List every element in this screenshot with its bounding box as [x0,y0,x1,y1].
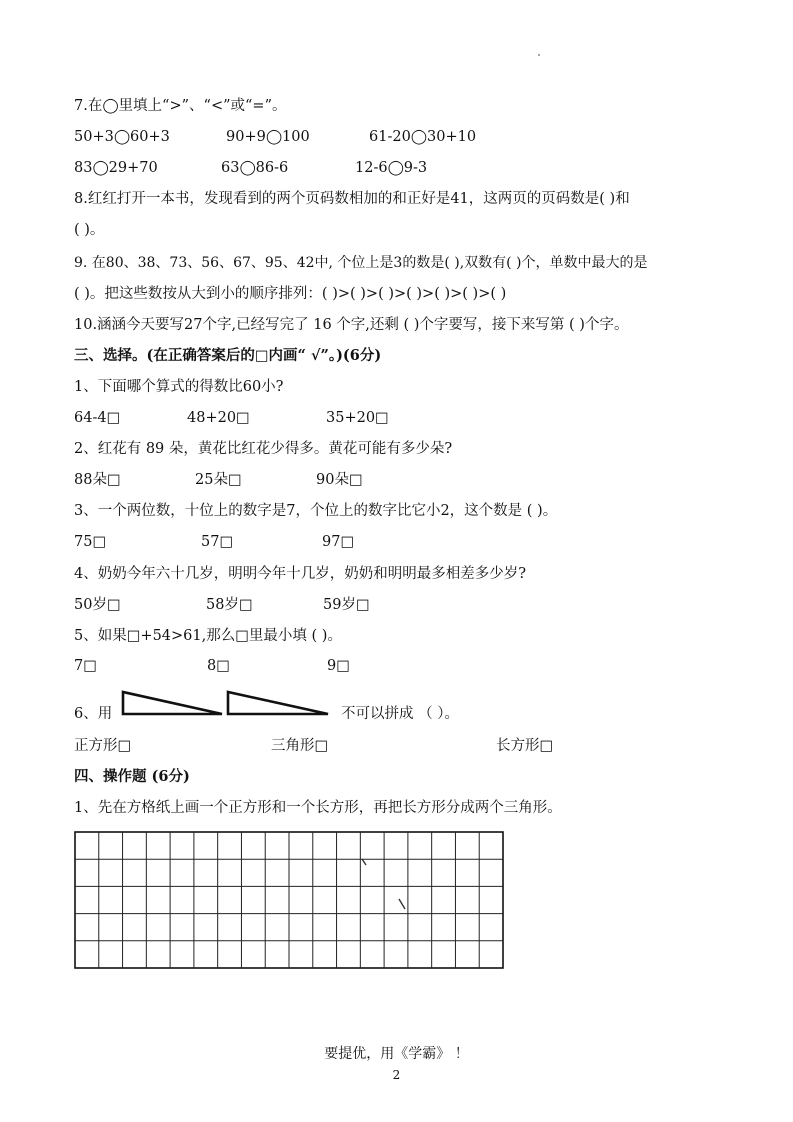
s3-question-5: 5、如果□+54>61,那么□里最小填 ( )。 [74,628,342,644]
option[interactable]: 长方形□ [496,738,554,754]
q8-line-2: ( )。 [74,222,105,238]
option[interactable]: 35+20□ [326,410,389,426]
s3-question-1: 1、下面哪个算式的得数比60小? [74,379,284,395]
option[interactable]: 50岁□ [74,597,121,613]
triangle-shape [123,692,222,714]
q7-item: 90+9◯100 [226,129,310,145]
q7-title: 7.在◯里填上“>”、“<”或“=”。 [74,98,287,114]
pencil-mark [399,899,405,909]
page-number: 2 [392,1068,401,1082]
option[interactable]: 48+20□ [187,410,250,426]
triangle-shape [228,692,328,714]
option[interactable]: 97□ [322,534,355,550]
option[interactable]: 57□ [201,534,234,550]
s3-question-3: 3、一个两位数，十位上的数字是7，个位上的数字比它小2，这个数是 ( )。 [74,503,558,519]
q9-line-1: 9. 在80、38、73、56、67、95、42中, 个位上是3的数是( ),双数有( )个，单数中最大的是 [74,255,648,271]
scan-dot [538,54,540,56]
q7-item: 63◯86-6 [221,160,289,176]
triangles-figure [118,688,338,720]
pencil-mark [362,859,366,865]
q7-item: 61-20◯30+10 [369,129,477,145]
option[interactable]: 9□ [327,658,350,674]
section-4-heading: 四、操作题 (6分) [74,768,190,785]
s3-q6-suffix: 不可以拼成 （ ）。 [341,706,459,722]
option[interactable]: 58岁□ [206,597,253,613]
option[interactable]: 三角形□ [271,738,329,754]
section-3-heading: 三、选择。(在正确答案后的□内画“ √”。)(6分) [74,347,382,364]
option[interactable]: 25朵□ [195,472,242,488]
footer-slogan: 要提优，用《学霸》 ！ [324,1046,469,1062]
s3-question-4: 4、奶奶今年六十几岁，明明今年十几岁，奶奶和明明最多相差多少岁? [74,566,526,582]
s3-question-2: 2、红花有 89 朵，黄花比红花少得多。黄花可能有多少朵? [74,441,453,457]
option[interactable]: 75□ [74,534,107,550]
q8-line-1: 8.红红打开一本书，发现看到的两个页码数相加的和正好是41，这两页的页码数是( )和 [74,191,630,207]
option[interactable]: 64-4□ [74,410,121,426]
option[interactable]: 59岁□ [323,597,370,613]
option[interactable]: 8□ [207,658,230,674]
q7-item: 83◯29+70 [74,160,158,176]
option[interactable]: 90朵□ [316,472,363,488]
s4-question-1: 1、先在方格纸上画一个正方形和一个长方形，再把长方形分成两个三角形。 [74,800,562,816]
q9-line-2: ( )。把这些数按从大到小的顺序排列：( )>( )>( )>( )>( )>( )>( ) [74,286,507,302]
q7-item: 12-6◯9-3 [355,160,428,176]
option[interactable]: 正方形□ [74,738,132,754]
s3-q6-prefix: 6、用 [74,706,113,722]
q10-line-1: 10.涵涵今天要写27个字,已经写完了 16 个字,还剩 ( )个字要写，接下来写第 ( )个字。 [74,317,629,333]
q7-item: 50+3◯60+3 [74,129,170,145]
option[interactable]: 7□ [74,658,97,674]
option[interactable]: 88朵□ [74,472,121,488]
grid-paper[interactable] [72,829,506,971]
